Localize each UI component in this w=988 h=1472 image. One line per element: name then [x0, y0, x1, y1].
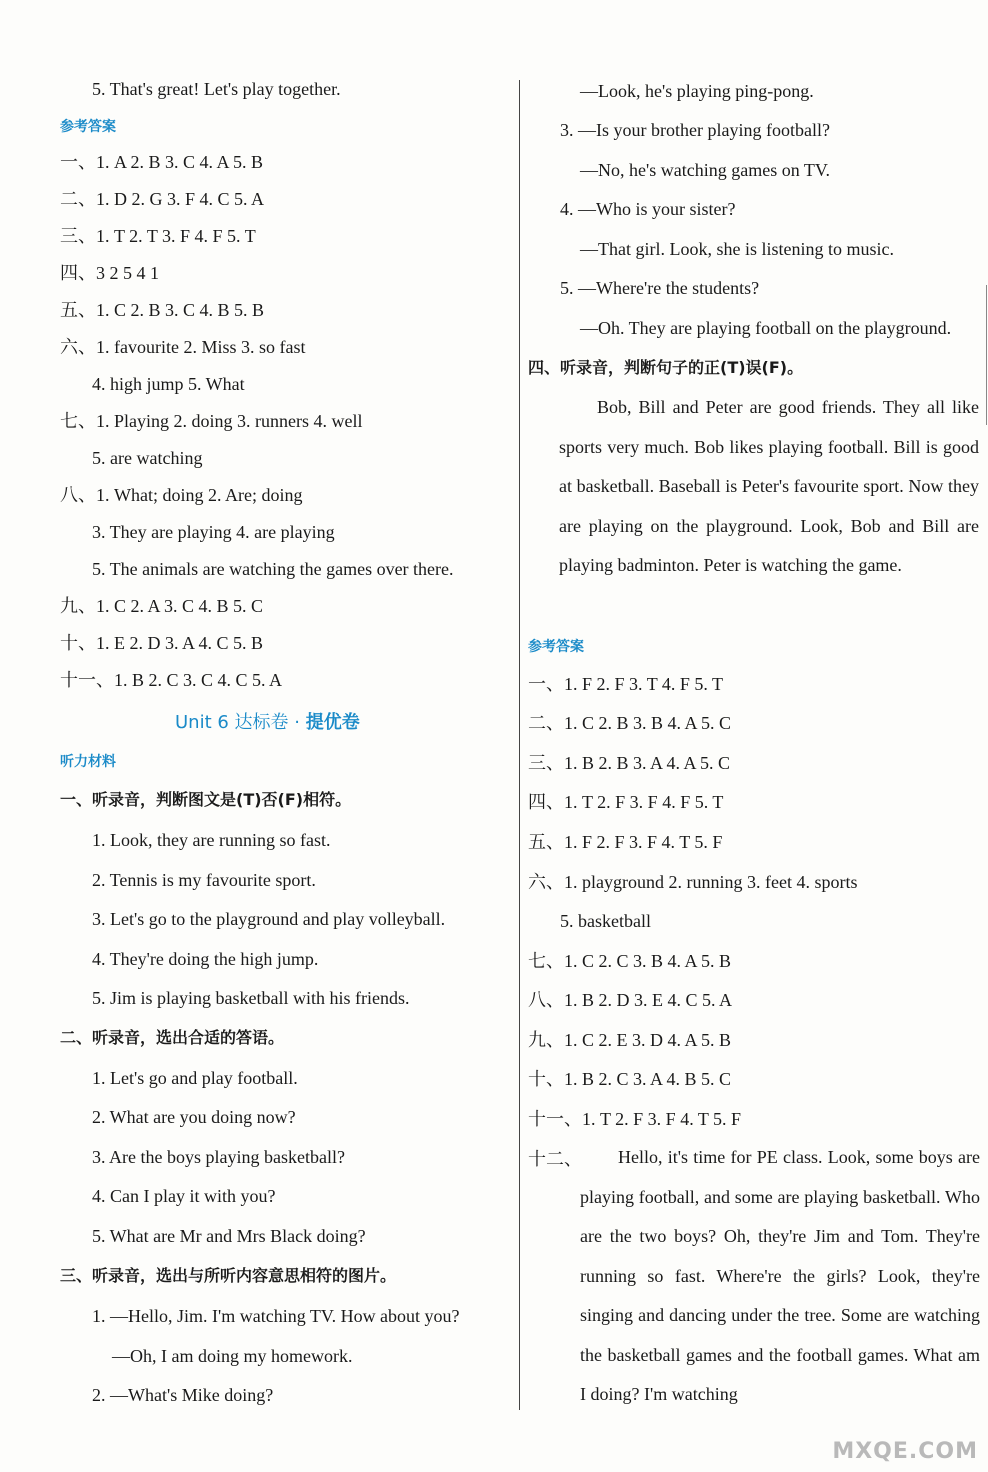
- listening-item: —Oh, I am doing my homework.: [112, 1346, 353, 1366]
- answers-heading: 参考答案: [60, 119, 116, 135]
- answer-line: 二、1. D 2. G 3. F 4. C 5. A: [60, 189, 265, 209]
- listening-item: 1. —Hello, Jim. I'm watching TV. How about you?: [92, 1306, 460, 1326]
- listening-item: 5. What are Mr and Mrs Black doing?: [92, 1226, 366, 1246]
- listening-item: 2. What are you doing now?: [92, 1107, 296, 1127]
- section-title: 三、听录音，选出与所听内容意思相符的图片。: [60, 1266, 397, 1285]
- dialog-line: —No, he's watching games on TV.: [580, 160, 831, 180]
- listening-item: 5. Jim is playing basketball with his friends.: [92, 988, 410, 1008]
- unit-title-sub: 提优卷: [305, 712, 360, 733]
- listening-item: 4. They're doing the high jump.: [92, 949, 319, 969]
- answer-line: 五、1. F 2. F 3. F 4. T 5. F: [528, 832, 723, 852]
- answer-line: 二、1. C 2. B 3. B 4. A 5. C: [528, 713, 732, 733]
- unit-title: [175, 708, 360, 734]
- answer-line: 一、1. F 2. F 3. T 4. F 5. T: [528, 674, 724, 694]
- listening-item: 4. Can I play it with you?: [92, 1186, 276, 1206]
- answer-line: 六、1. favourite 2. Miss 3. so fast: [60, 337, 306, 357]
- answer-line: 4. high jump 5. What: [92, 374, 245, 394]
- answer-line: 三、1. B 2. B 3. A 4. A 5. C: [528, 753, 731, 773]
- dialog-line: 5. —Where're the students?: [560, 278, 760, 298]
- unit-title-main: Unit 6 达标卷 ·: [175, 712, 306, 733]
- edge-mark: [986, 285, 987, 425]
- answer-line: 5. basketball: [560, 911, 651, 931]
- answer-line: 九、1. C 2. A 3. C 4. B 5. C: [60, 596, 264, 616]
- dialog-line: 4. —Who is your sister?: [560, 199, 736, 219]
- answer-line: 三、1. T 2. T 3. F 4. F 5. T: [60, 226, 256, 246]
- listening-item: 1. Look, they are running so fast.: [92, 830, 331, 850]
- answer-line: 3. They are playing 4. are playing: [92, 522, 335, 542]
- answer-line: 七、1. Playing 2. doing 3. runners 4. well: [60, 411, 363, 431]
- dialog-line: —Look, he's playing ping-pong.: [580, 81, 814, 101]
- watermark: MXQE.COM: [832, 1439, 978, 1464]
- answer-line: 十一、1. B 2. C 3. C 4. C 5. A: [60, 670, 283, 690]
- listening-item: 2. —What's Mike doing?: [92, 1385, 274, 1405]
- answer-line: 六、1. playground 2. running 3. feet 4. sports: [528, 872, 858, 892]
- dialog-line: 3. —Is your brother playing football?: [560, 120, 830, 140]
- answer-line: 十一、1. T 2. F 3. F 4. T 5. F: [528, 1109, 742, 1129]
- section-title: 二、听录音，选出合适的答语。: [60, 1028, 285, 1047]
- answer-line: 八、1. B 2. D 3. E 4. C 5. A: [528, 990, 733, 1010]
- listening-item: 2. Tennis is my favourite sport.: [92, 870, 316, 890]
- answer-line: 5. are watching: [92, 448, 203, 468]
- listening-heading: 听力材料: [60, 754, 116, 770]
- section-title: 一、听录音，判断图文是(T)否(F)相符。: [60, 790, 352, 809]
- answer-line: 四、1. T 2. F 3. F 4. F 5. T: [528, 792, 724, 812]
- answers-heading: 参考答案: [528, 639, 584, 655]
- answer-line: 五、1. C 2. B 3. C 4. B 5. B: [60, 300, 265, 320]
- answer-line: 十、1. E 2. D 3. A 4. C 5. B: [60, 633, 264, 653]
- column-divider: [519, 80, 520, 1410]
- answer-line: 十、1. B 2. C 3. A 4. B 5. C: [528, 1069, 732, 1089]
- listening-item: 3. Let's go to the playground and play volleyball.: [92, 909, 446, 929]
- answer-line: 七、1. C 2. C 3. B 4. A 5. B: [528, 951, 732, 971]
- text-line: 5. That's great! Let's play together.: [92, 79, 341, 99]
- answer-line: 一、1. A 2. B 3. C 4. A 5. B: [60, 152, 264, 172]
- answer-line: 八、1. What; doing 2. Are; doing: [60, 485, 303, 505]
- dialog-line: —Oh. They are playing football on the playground.: [580, 318, 952, 338]
- answer-line: 5. The animals are watching the games over there.: [92, 559, 454, 579]
- listening-item: 3. Are the boys playing basketball?: [92, 1147, 345, 1167]
- answer-line: 四、3 2 5 4 1: [60, 263, 159, 283]
- listening-paragraph: Hello, it's time for PE class. Look, some boys are playing football, and some are playing basketball. Who are the two boys? Oh, they're Jim and Tom. They're running so fast. Where're the girls? Look, they're singing and dancing under the tree. Some are watching the basketball games and the football games. What am I doing? I'm watching: [580, 1147, 980, 1404]
- section-title: 四、听录音，判断句子的正(T)误(F)。: [528, 358, 804, 377]
- dialog-line: —That girl. Look, she is listening to music.: [580, 239, 894, 259]
- answer-line: 九、1. C 2. E 3. D 4. A 5. B: [528, 1030, 732, 1050]
- section-label: 十二、: [528, 1149, 582, 1169]
- listening-paragraph: Bob, Bill and Peter are good friends. They all like sports very much. Bob likes playing football. Bill is good at basketball. Baseball is Peter's favourite sport. Now they are playing on the playground. Look, Bob and Bill are playing badminton. Peter is watching the game.: [559, 397, 979, 575]
- listening-item: 1. Let's go and play football.: [92, 1068, 298, 1088]
